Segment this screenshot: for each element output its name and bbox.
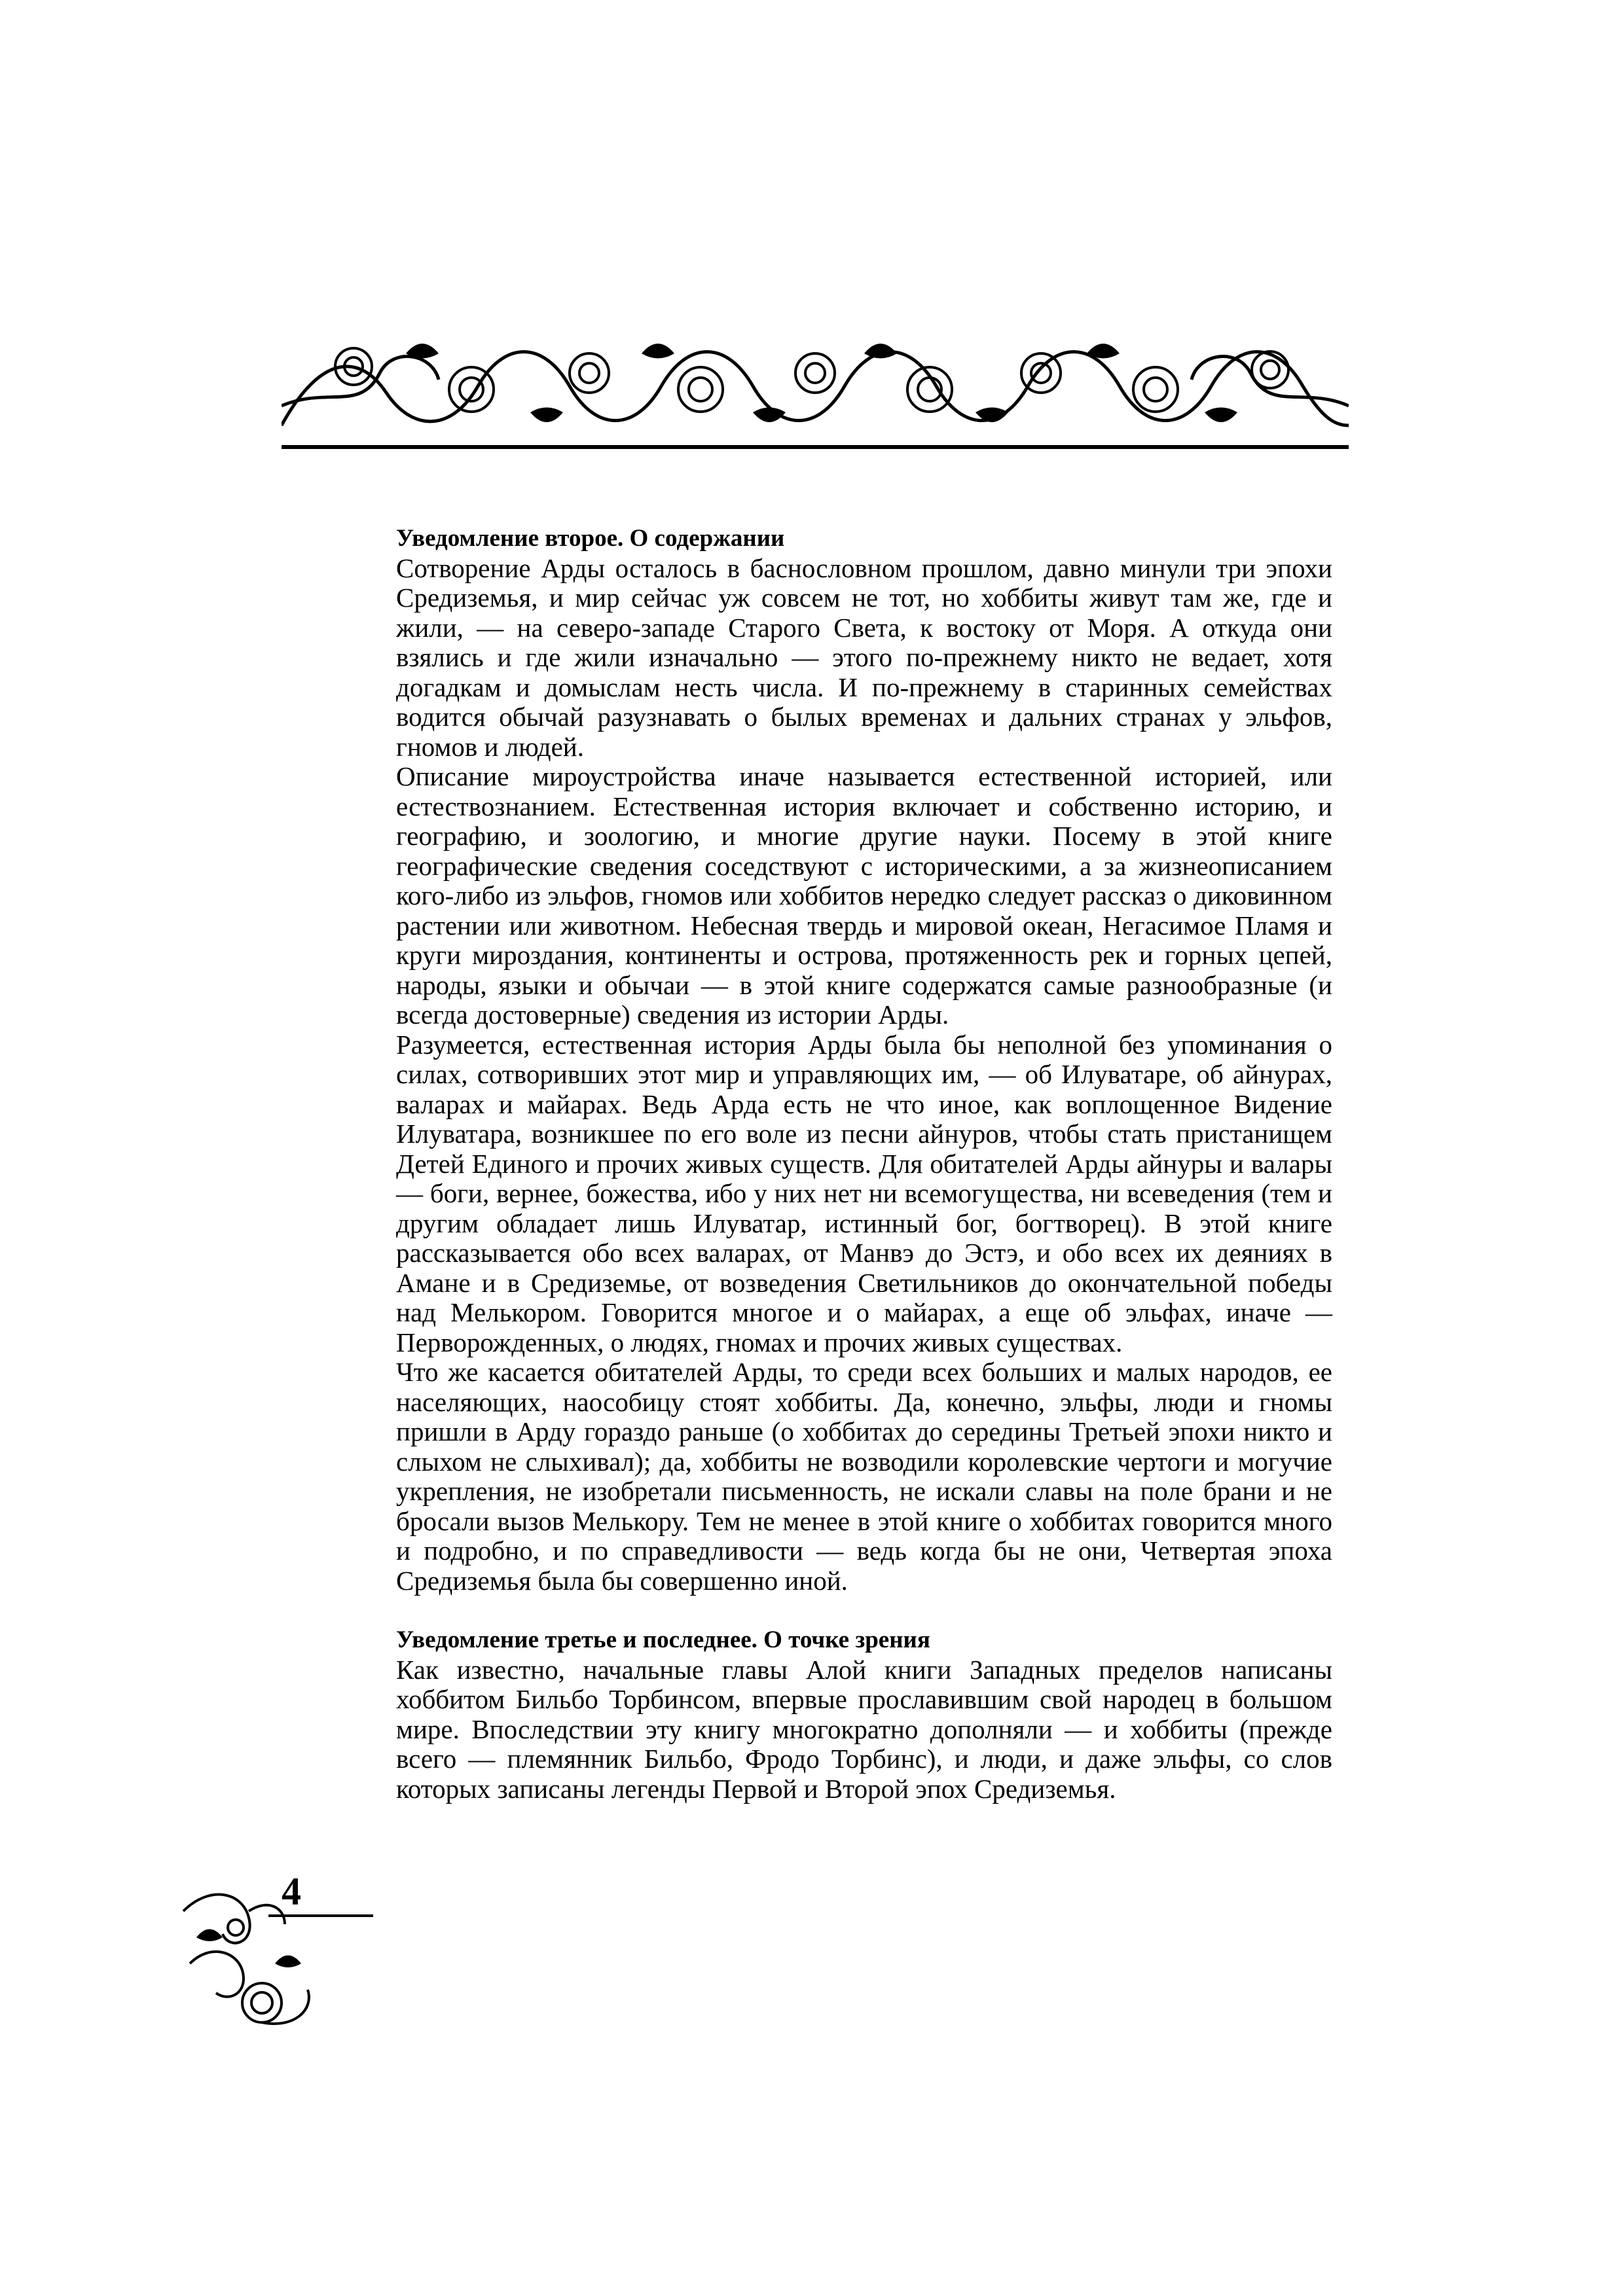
page-number: 4 (282, 1870, 301, 1913)
ornamental-scroll-band-icon (282, 327, 1349, 439)
section-heading: Уведомление третье и последнее. О точке зрения (396, 1626, 930, 1653)
paragraph: Что же касается обитателей Арды, то среди всех больших и малых народов, ее населяющих, наособицу стоят хоббиты. Да, конечно, эльфы, люди и гномы пришли в Арду гораздо раньше (о хоббитах до середины Третьей эпохи никто и слыхом не слыхивал); да, хоббиты не возводили королевские чертоги и могучие укрепления, не изобретали письменность, не искали славы на поле брани и не бросали вызов Мелькору. Тем не менее в этой книге о хоббитах говорится много и подробно, и по справедливости — ведь когда бы не они, Четвертая эпоха Средиземья была бы совершенно иной. (396, 1357, 1332, 1596)
page-number-rule (268, 1914, 373, 1917)
paragraph: Разумеется, естественная история Арды была бы неполной без упоминания о силах, сотворивших этот мир и управляющих им, — об Илуватаре, об айнурах, валарах и майарах. Ведь Арда есть не что иное, как воплощенное Видение Илуватара, возникшее по его воле из песни айнуров, чтобы стать пристанищем Детей Единого и прочих живых существ. Для обитателей Арды айнуры и валары — боги, вернее, божества, ибо у них нет ни всемогущества, ни всеведения (тем и другим обладает лишь Илуватар, истинный бог, богтворец). В этой книге рассказывается обо всех валарах, от Манвэ до Эстэ, и обо всех их деяниях в Амане и в Средиземье, от возведения Светильников до окончательной победы над Мелькором. Говорится многое и о майарах, а еще об эльфах, иначе — Перворожденных, о людях, гномах и прочих живых существах. (396, 1029, 1332, 1357)
section-heading: Уведомление второе. О содержании (396, 525, 785, 552)
paragraph: Как известно, начальные главы Алой книги Западных пределов написаны хоббитом Бильбо Торбинсом, впервые прославившим свой народец в большом мире. Впоследствии эту книгу многократно дополняли — и хоббиты (прежде всего — племянник Бильбо, Фродо Торбинс), и люди, и даже эльфы, со слов которых записаны легенды Первой и Второй эпох Средиземья. (396, 1654, 1332, 1804)
scroll-corner-ornament-icon (170, 1872, 334, 2036)
paragraph: Описание мироустройства иначе называется естественной историей, или естествознанием. Естественная история включает и собственно историю, и географию, и зоологию, и многие другие науки. Посему в этой книге географические сведения соседствуют с историческими, а за жизнеописанием кого-либо из эльфов, гномов или хоббитов нередко следует рассказ о диковинном растении или животном. Небесная твердь и мировой океан, Негасимое Пламя и круги мироздания, континенты и острова, протяженность рек и горных цепей, народы, языки и обычаи — в этой книге содержатся самые разнообразные (и всегда достоверные) сведения из истории Арды. (396, 761, 1332, 1030)
header-rule (282, 445, 1349, 449)
body-text (396, 524, 1332, 1804)
paragraph: Сотворение Арды осталось в баснословном прошлом, давно минули три эпохи Средиземья, и мир сейчас уж совсем не тот, но хоббиты живут там же, где и жили, — на северо-западе Старого Света, к востоку от Моря. А откуда они взялись и где жили изначально — этого по-прежнему никто не ведает, хотя догадкам и домыслам несть числа. И по-прежнему в старинных семействах водится обычай разузнавать о былых временах и дальних странах у эльфов, гномов и людей. (396, 552, 1332, 762)
